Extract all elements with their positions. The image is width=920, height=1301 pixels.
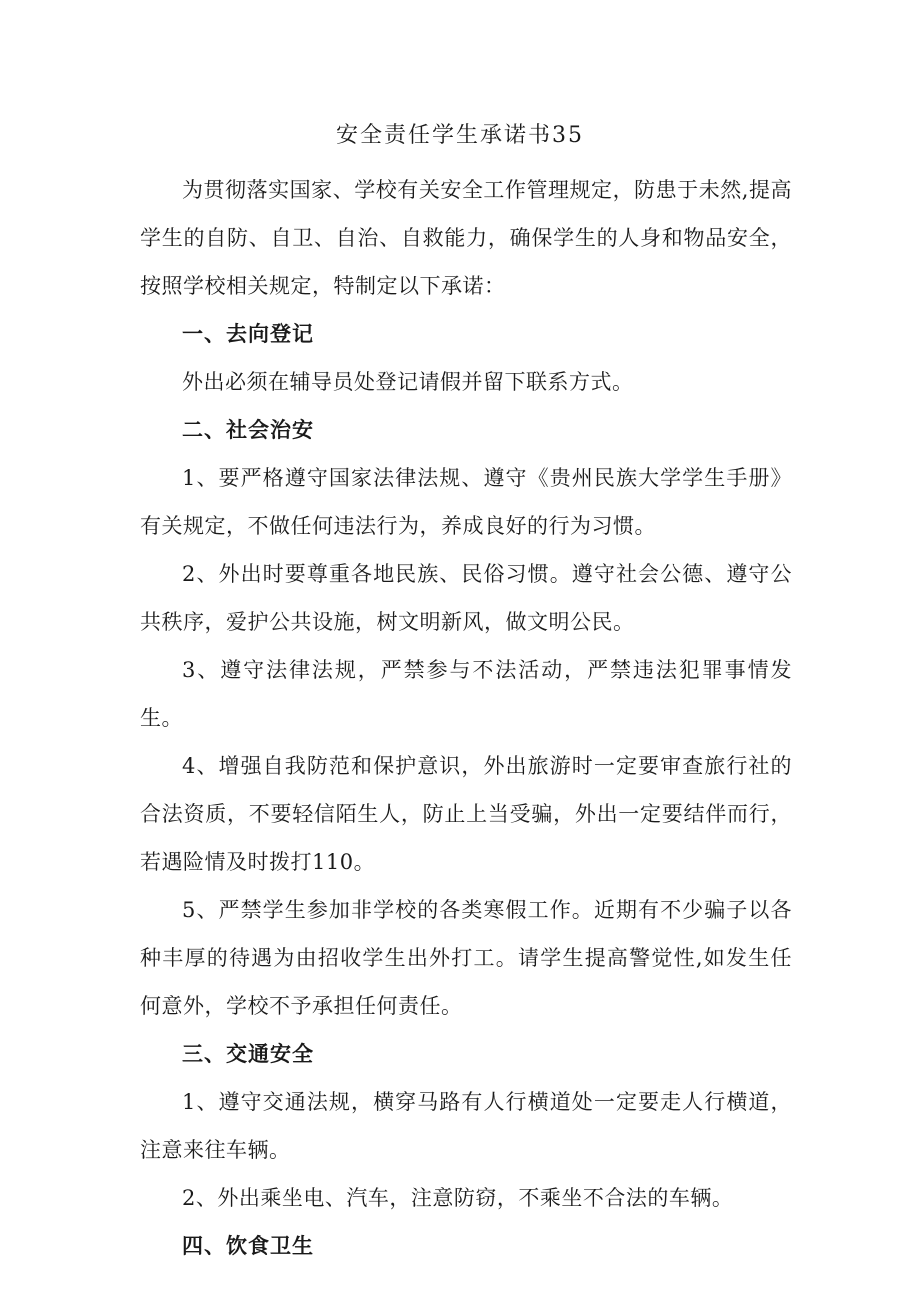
section-heading-traffic: 三、交通安全 [182, 1041, 314, 1066]
section-heading-food-hygiene: 四、饮食卫生 [182, 1233, 314, 1258]
traffic-item-1: 1、遵守交通法规，横穿马路有人行横道处一定要走人行横道，注意来往车辆。 [140, 1090, 792, 1162]
traffic-item-2: 2、外出乘坐电、汽车，注意防窃，不乘坐不合法的车辆。 [182, 1186, 734, 1210]
security-item-4: 4、增强自我防范和保护意识，外出旅游时一定要审查旅行社的合法资质，不要轻信陌生人，防止上当受骗，外出一定要结伴而行，若遇险情及时拨打110。 [140, 754, 792, 874]
section-heading-public-security: 二、社会治安 [182, 417, 314, 442]
security-item-2: 2、外出时要尊重各地民族、民俗习惯。遵守社会公德、遵守公共秩序，爱护公共设施，树文明新风，做文明公民。 [140, 562, 792, 634]
document-title: 安全责任学生承诺书35 [336, 123, 584, 148]
security-item-3: 3、遵守法律法规，严禁参与不法活动，严禁违法犯罪事情发生。 [140, 658, 792, 730]
security-item-5: 5、严禁学生参加非学校的各类寒假工作。近期有不少骗子以各种丰厚的待遇为由招收学生出外打工。请学生提高警觉性,如发生任何意外，学校不予承担任何责任。 [140, 898, 792, 1018]
security-item-1: 1、要严格遵守国家法律法规、遵守《贵州民族大学学生手册》有关规定，不做任何违法行为，养成良好的行为习惯。 [140, 466, 792, 538]
destination-paragraph: 外出必须在辅导员处登记请假并留下联系方式。 [182, 370, 634, 394]
section-heading-destination: 一、去向登记 [182, 321, 314, 346]
intro-paragraph: 为贯彻落实国家、学校有关安全工作管理规定，防患于未然,提高学生的自防、自卫、自治、自救能力，确保学生的人身和物品安全，按照学校相关规定，特制定以下承诺： [140, 178, 792, 298]
